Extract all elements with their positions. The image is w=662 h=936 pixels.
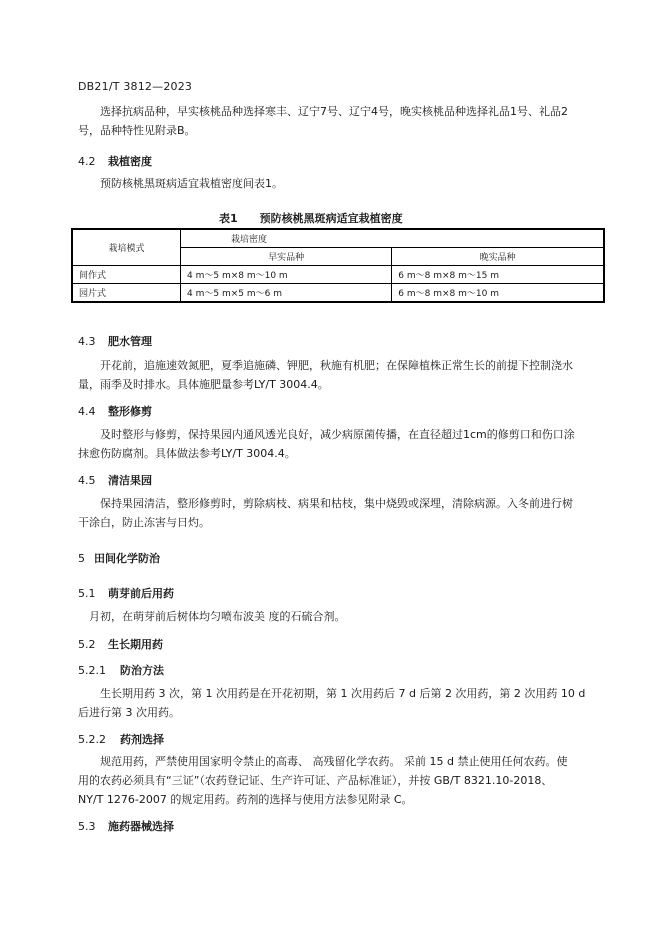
table-row <box>72 266 604 284</box>
section-title: 防治方法 <box>120 664 164 677</box>
section-title: 药剂选择 <box>120 733 164 746</box>
table-cell-late: 6 m～8 m×8 m～10 m <box>392 284 604 303</box>
table-cell-late: 6 m～8 m×8 m～15 m <box>392 266 604 284</box>
section-5-2-2-line-3: NY/T 1276-2007 的规定用药。药剂的选择与使用方法参见附录 C。 <box>78 793 413 806</box>
section-title: 肥水管理 <box>108 335 152 348</box>
section-4-5-line-2: 干涂白，防止冻害与日灼。 <box>78 516 210 529</box>
section-number: 4.2 <box>78 155 96 168</box>
section-number: 5 <box>78 552 85 565</box>
section-4-4-line-2: 抹愈伤防腐剂。具体做法参考LY/T 3004.4。 <box>78 447 296 460</box>
section-5-2-heading <box>78 636 163 652</box>
intro-line-2: 号，品种特性见附录B。 <box>78 124 196 137</box>
section-title: 田间化学防治 <box>94 552 160 565</box>
section-number: 5.1 <box>78 587 96 600</box>
table-caption-text: 预防核桃黑斑病适宜栽植密度 <box>259 212 403 225</box>
section-5-2-2-line-1: 规范用药，严禁使用国家明令禁止的高毒、 高残留化学农药。 采前 15 d 禁止使用任何农药。使 <box>100 755 568 768</box>
document-header: DB21/T 3812—2023 <box>78 80 193 93</box>
section-title: 生长期用药 <box>108 638 163 651</box>
section-number: 4.4 <box>78 405 96 418</box>
section-title: 栽植密度 <box>108 155 152 168</box>
table-cell-early: 4 m～5 m×8 m～10 m <box>181 266 392 284</box>
section-5-2-1-line-2: 后进行第 3 次用药。 <box>78 706 180 719</box>
section-4-4-heading <box>78 403 152 419</box>
section-number: 4.3 <box>78 335 96 348</box>
section-number: 5.2 <box>78 638 96 651</box>
density-table <box>71 228 605 303</box>
section-5-1-text: 月初，在萌芽前后树体均匀喷布波美 度的石硫合剂。 <box>89 610 346 623</box>
section-5-2-1-heading <box>78 662 164 678</box>
section-5-3-heading <box>78 818 174 834</box>
table-cell-mode: 间作式 <box>72 266 181 284</box>
section-number: 5.2.2 <box>78 733 106 746</box>
section-4-3-line-2: 量，雨季及时排水。具体施肥量参考LY/T 3004.4。 <box>78 378 329 391</box>
section-number: 5.3 <box>78 820 96 833</box>
section-5-1-heading <box>78 585 174 601</box>
section-title: 萌芽前后用药 <box>108 587 174 600</box>
section-4-2-heading <box>78 153 152 169</box>
section-5-2-2-line-2: 用的农药必须具有“三证”（农药登记证、生产许可证、产品标准证），并按 GB/T 8321.10-2018、 <box>78 774 553 787</box>
section-4-3-line-1: 开花前，追施速效氮肥，夏季追施磷、钾肥，秋施有机肥；在保障植株正常生长的前提下控制浇水 <box>100 359 573 372</box>
section-title: 施药器械选择 <box>108 820 174 833</box>
intro-line-1: 选择抗病品种，早实核桃品种选择寒丰、辽宁7号、辽宁4号，晚实核桃品种选择礼品1号、礼品2 <box>100 105 568 118</box>
section-number: 5.2.1 <box>78 664 106 677</box>
section-4-3-heading <box>78 333 152 349</box>
table-cell-mode: 园片式 <box>72 284 181 303</box>
section-4-2-text: 预防核桃黑斑病适宜栽植密度间表1。 <box>100 177 283 190</box>
section-title: 清洁果园 <box>108 474 152 487</box>
table-cell-early: 4 m～5 m×5 m～6 m <box>181 284 392 303</box>
chapter-5-heading <box>78 550 160 566</box>
section-number: 4.5 <box>78 474 96 487</box>
section-4-5-heading <box>78 472 152 488</box>
table-row <box>72 284 604 303</box>
section-title: 整形修剪 <box>108 405 152 418</box>
table-header-early: 早实品种 <box>181 248 392 266</box>
table-header-late: 晚实品种 <box>392 248 604 266</box>
section-4-4-line-1: 及时整形与修剪，保持果园内通风透光良好，减少病原菌传播，在直径超过1cm的修剪口和伤口涂 <box>100 428 575 441</box>
section-5-2-1-line-1: 生长期用药 3 次，第 1 次用药是在开花初期，第 1 次用药后 7 d 后第 2 次用药，第 2 次用药 10 d <box>100 687 586 700</box>
table-header-mode: 栽培模式 <box>72 229 181 266</box>
section-5-2-2-heading <box>78 731 164 747</box>
table-header-density: 栽培密度 <box>181 229 605 248</box>
table-caption-number: 表1 <box>219 212 238 225</box>
section-4-5-line-1: 保持果园清洁，整形修剪时，剪除病枝、病果和枯枝，集中烧毁或深埋，清除病源。入冬前进行树 <box>100 497 573 510</box>
table-caption <box>219 210 403 226</box>
